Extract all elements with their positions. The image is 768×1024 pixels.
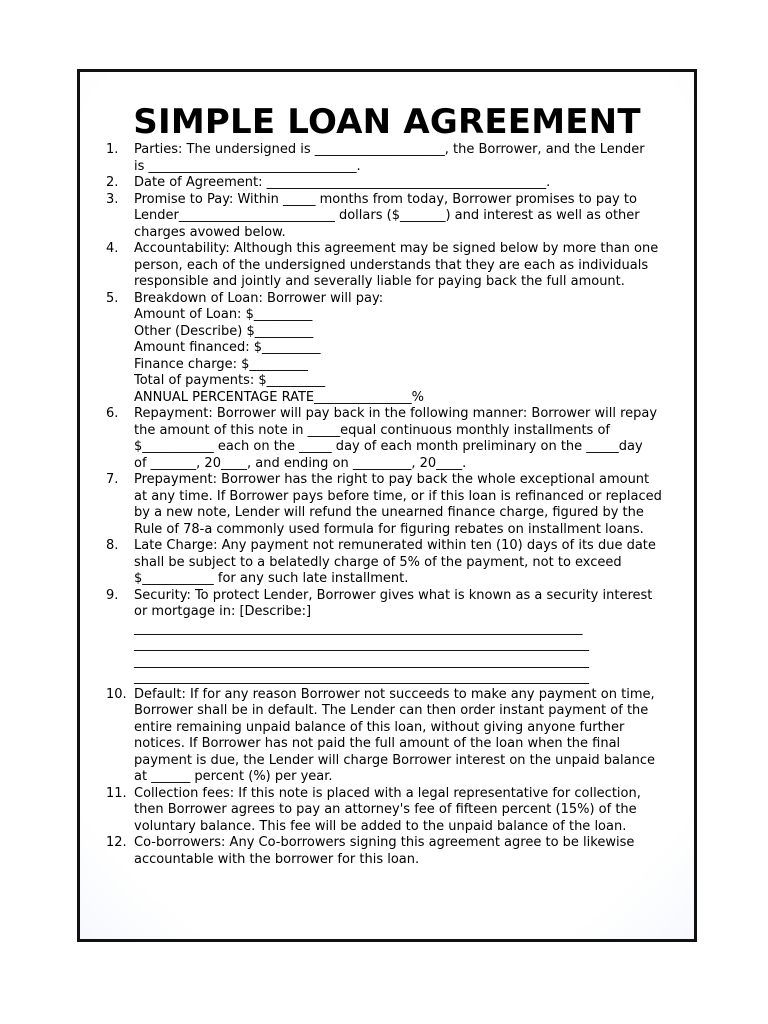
clause-item — [106, 291, 696, 407]
clause-item — [106, 175, 696, 192]
clause-text-line: Late Charge: Any payment not remunerated within ten (10) days of its due date — [134, 538, 656, 553]
clause-text-line: Rule of 78-a commonly used formula for figuring rebates on installment loans. — [134, 521, 644, 537]
clause-text-line: $___________ for any such late installment. — [134, 571, 409, 586]
clause-text-line: Promise to Pay: Within _____ months from today, Borrower promises to pay to — [134, 191, 637, 207]
clause-text-line: $___________ each on the _____ day of each month preliminary on the _____day — [134, 439, 643, 454]
clause-text-line: entire remaining unpaid balance of this loan, without giving anyone further — [134, 719, 625, 735]
clause-item — [106, 472, 696, 538]
clause-number: 4. — [106, 241, 119, 256]
clause-number: 2. — [106, 175, 119, 190]
clause-text-line: shall be subject to a belatedly charge of 5% of the payment, not to exceed — [134, 554, 622, 570]
clause-text-line: Other (Describe) $_________ — [134, 323, 314, 339]
clause-number: 10. — [106, 686, 127, 702]
clause-number: 6. — [106, 406, 119, 421]
clause-text-line: Security: To protect Lender, Borrower gives what is known as a security interest — [134, 587, 653, 603]
clause-text-line: Repayment: Borrower will pay back in the following manner: Borrower will repay — [134, 406, 658, 421]
clause-text-line: by a new note, Lender will refund the unearned finance charge, figured by the — [134, 505, 644, 520]
clause-number: 1. — [106, 142, 119, 157]
clause-text-line: Breakdown of Loan: Borrower will pay: — [134, 290, 384, 306]
clause-text-line: accountable with the borrower for this loan. — [134, 851, 420, 867]
clause-number: 9. — [106, 587, 119, 603]
clause-text-line: Date of Agreement: ___________________________________________. — [134, 175, 551, 190]
clause-text-line: of _______, 20____, and ending on _________, 20____. — [134, 455, 467, 471]
clause-item — [106, 687, 696, 786]
clause-item — [106, 142, 696, 175]
clause-text-line: Parties: The undersigned is ____________________, the Borrower, and the Lender — [134, 142, 645, 157]
clause-item — [106, 192, 696, 242]
clause-item — [106, 786, 696, 836]
clause-text-line: _____________________________________________________________________ — [134, 620, 583, 636]
clause-number: 8. — [106, 538, 119, 553]
clause-number: 5. — [106, 290, 119, 306]
clause-text-line: Lender________________________ dollars ($_______) and interest as well as other — [134, 208, 640, 223]
agreement-clauses-list — [106, 142, 696, 868]
clause-text-line: Total of payments: $_________ — [134, 373, 326, 388]
clause-text-line: at any time. If Borrower pays before time, or if this loan is refinanced or replaced — [134, 488, 662, 504]
clause-number: 7. — [106, 472, 119, 487]
clause-text-line: ______________________________________________________________________ — [134, 670, 589, 685]
clause-text-line: Amount of Loan: $_________ — [134, 307, 313, 322]
clause-text-line: Borrower shall be in default. The Lender can then order instant payment of the — [134, 703, 649, 718]
clause-text-line: the amount of this note in _____equal continuous monthly installments of — [134, 422, 610, 438]
clause-text-line: Finance charge: $_________ — [134, 356, 308, 372]
clause-text-line: Co-borrowers: Any Co-borrowers signing this agreement agree to be likewise — [134, 835, 635, 850]
clause-text-line: Accountability: Although this agreement may be signed below by more than one — [134, 241, 659, 256]
clause-text-line: at ______ percent (%) per year. — [134, 769, 333, 784]
clause-text-line: Collection fees: If this note is placed with a legal representative for collection, — [134, 785, 641, 801]
clause-text-line: or mortgage in: [Describe:] — [134, 604, 312, 619]
clause-text-line: payment is due, the Lender will charge Borrower interest on the unpaid balance — [134, 752, 655, 768]
clause-text-line: responsible and jointly and severally liable for paying back the full amount. — [134, 274, 625, 289]
clause-item — [106, 241, 696, 291]
document-page — [77, 69, 697, 942]
clause-text-line: then Borrower agrees to pay an attorney's fee of fifteen percent (15%) of the — [134, 802, 637, 817]
clause-number: 11. — [106, 785, 127, 801]
clause-text-line: voluntary balance. This fee will be added to the unpaid balance of the loan. — [134, 818, 627, 834]
clause-text-line: Prepayment: Borrower has the right to pay back the whole exceptional amount — [134, 472, 650, 487]
clause-item — [106, 588, 696, 687]
document-title: SIMPLE LOAN AGREEMENT — [133, 102, 641, 142]
clause-text-line: Amount financed: $_________ — [134, 340, 321, 355]
clause-number: 12. — [106, 835, 127, 850]
clause-number: 3. — [106, 191, 119, 207]
clause-text-line: person, each of the undersigned understands that they are each as individuals — [134, 257, 649, 273]
clause-text-line: ______________________________________________________________________ — [134, 653, 589, 669]
clause-item — [106, 406, 696, 472]
clause-text-line: Default: If for any reason Borrower not succeeds to make any payment on time, — [134, 686, 655, 702]
clause-text-line: notices. If Borrower has not paid the full amount of the loan when the final — [134, 736, 621, 751]
clause-text-line: charges avowed below. — [134, 224, 286, 240]
clause-text-line: is ________________________________. — [134, 158, 361, 174]
clause-text-line: ANNUAL PERCENTAGE RATE_______________% — [134, 389, 424, 405]
clause-item — [106, 538, 696, 588]
clause-text-line: ______________________________________________________________________ — [134, 637, 589, 652]
clause-item — [106, 835, 696, 868]
